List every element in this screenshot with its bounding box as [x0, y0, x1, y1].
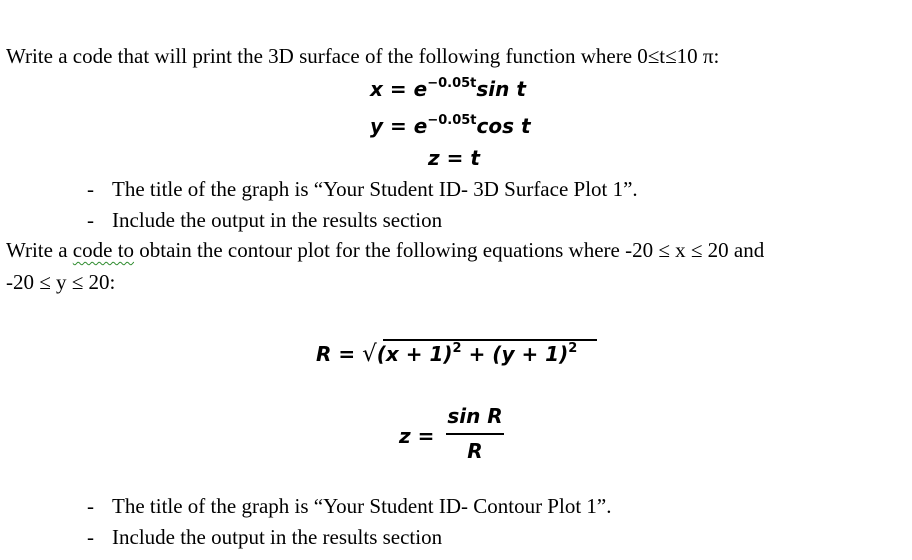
eq-z-lhs: z — [428, 146, 440, 170]
eq-y-lhs: y — [370, 114, 384, 138]
bullet-marker: - — [87, 494, 94, 518]
equation-x — [370, 77, 526, 105]
eq-R-lhs: R — [316, 342, 332, 366]
eq-x-equals: = — [389, 77, 407, 101]
problem2-intro-pre: Write a — [6, 238, 68, 262]
problem2-bullet-output: Include the output in the results section — [112, 525, 443, 549]
equation-y — [370, 114, 531, 142]
eq-Z-numerator-text: sin R — [447, 404, 503, 428]
eq-z-equals: = — [446, 146, 464, 170]
eq-R-term1: (x + 1) — [376, 342, 453, 366]
eq-Z-lhs-group — [399, 424, 434, 448]
problem2-intro-line2: -20 ≤ y ≤ 20: — [6, 270, 116, 294]
fraction-bar — [446, 433, 504, 435]
eq-Z-denominator-text: R — [467, 439, 483, 463]
spellcheck-underlined-text: code to — [72, 238, 135, 262]
eq-y-exponent: −0.05t — [427, 113, 477, 128]
bullet-marker: - — [87, 177, 94, 201]
problem1-bullet-title: The title of the graph is “Your Student ID- 3D Surface Plot 1”. — [112, 177, 638, 201]
problem2-intro-post: obtain the contour plot for the following equations where -20 ≤ x ≤ 20 and — [139, 238, 765, 262]
eq-x-lhs: x — [370, 77, 383, 101]
eq-y-fn: cos t — [476, 114, 531, 138]
problem1-bullet-output: Include the output in the results section — [112, 208, 443, 232]
eq-Z-numerator — [446, 404, 504, 428]
bullet-marker: - — [87, 208, 94, 232]
problem1-intro: Write a code that will print the 3D surface of the following function where 0≤t≤10 π: — [6, 44, 720, 68]
eq-y-base: e — [413, 114, 428, 138]
problem2-intro — [6, 238, 764, 262]
eq-R-equals: = — [338, 342, 356, 366]
sqrt-radical: √ — [362, 341, 377, 367]
eq-Z-denominator — [446, 439, 504, 463]
eq-x-exponent: −0.05t — [427, 76, 477, 91]
eq-R-square-2: 2 — [568, 341, 578, 356]
eq-x-base: e — [413, 77, 428, 101]
problem2-bullet-title: The title of the graph is “Your Student ID- Contour Plot 1”. — [112, 494, 612, 518]
sqrt-overline — [383, 339, 597, 341]
eq-Z-equals: = — [417, 424, 435, 448]
eq-R-plus: + — [468, 342, 486, 366]
bullet-marker: - — [87, 525, 94, 549]
eq-Z-lhs: z — [399, 424, 411, 448]
eq-x-fn: sin t — [476, 77, 526, 101]
eq-R-term2: (y + 1) — [492, 342, 569, 366]
eq-R-square-1: 2 — [452, 341, 462, 356]
equation-R — [316, 342, 577, 370]
equation-z-t — [428, 146, 480, 170]
eq-z-rhs: t — [470, 146, 480, 170]
eq-y-equals: = — [390, 114, 407, 138]
